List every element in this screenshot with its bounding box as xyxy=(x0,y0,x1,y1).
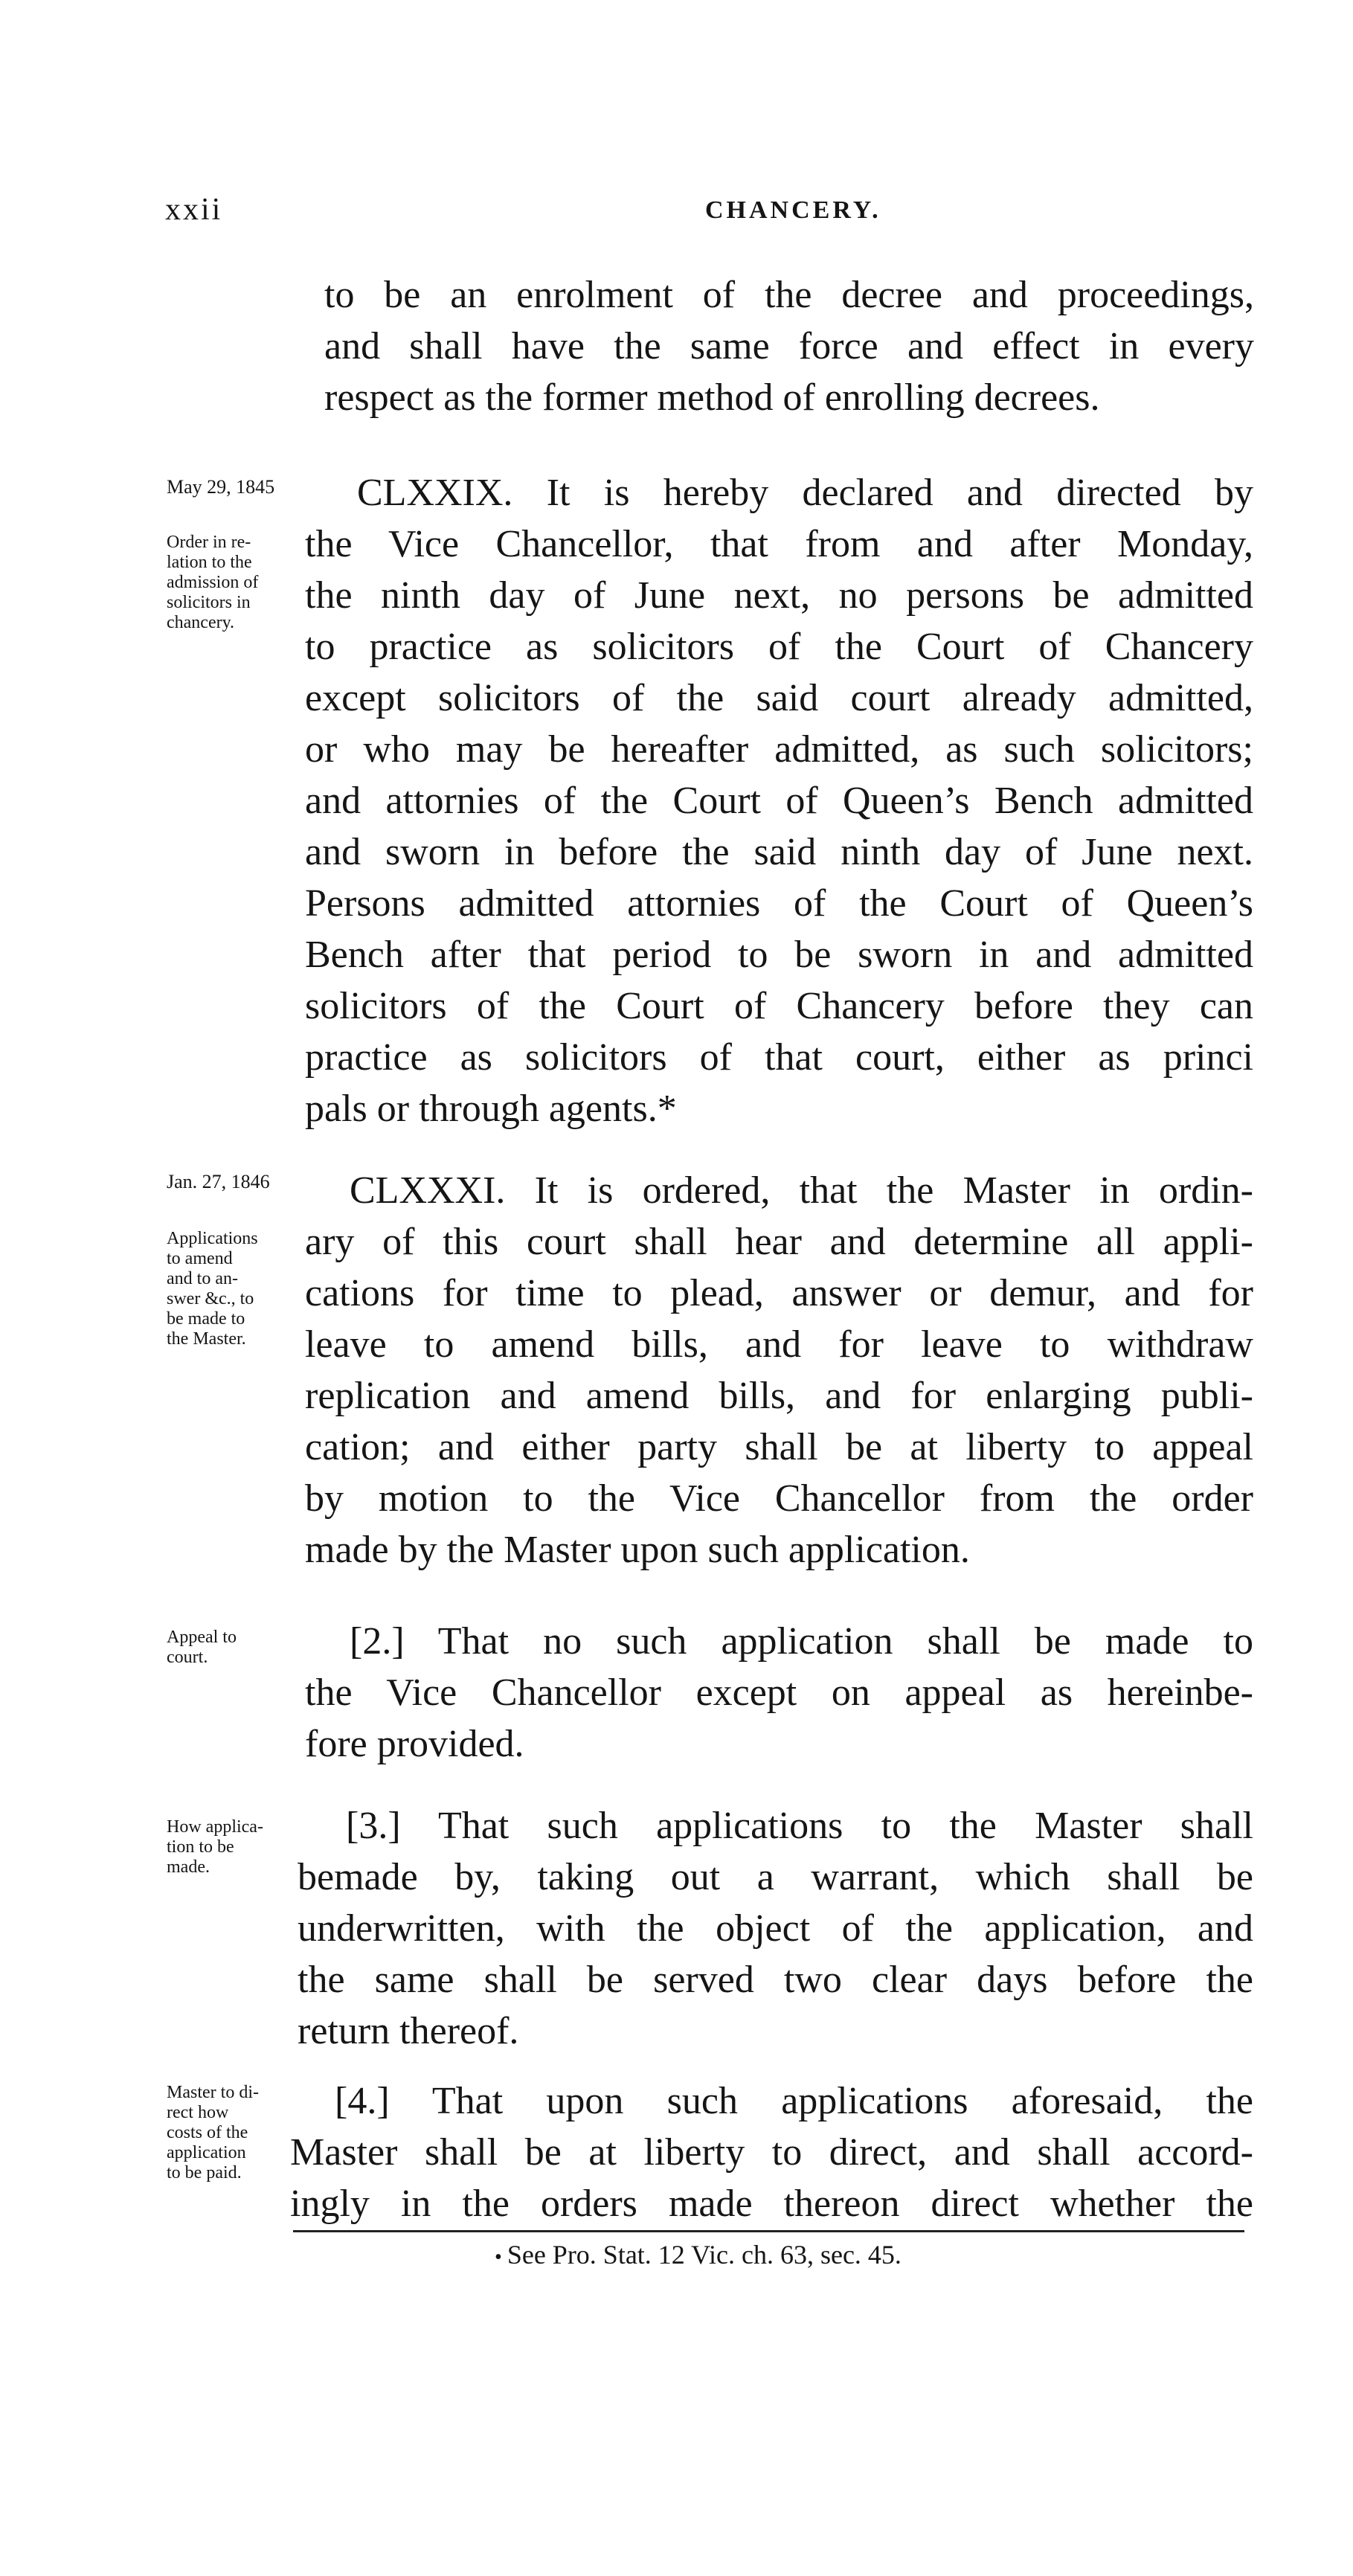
text-line: [4.] That upon such applications aforesaid, the xyxy=(335,2080,1253,2122)
text-line: to be an enrolment of the decree and proceedings, xyxy=(324,274,1254,316)
footnote-rule xyxy=(293,2230,1244,2232)
text-line: return thereof. xyxy=(298,2010,519,2052)
margin-note-line: tion to be xyxy=(167,1837,234,1857)
margin-note-line: lation to the xyxy=(167,553,252,572)
text-line: to practice as solicitors of the Court of Chancery xyxy=(305,626,1253,668)
paragraph-clxxxi xyxy=(305,1165,1253,1576)
margin-note-line: court. xyxy=(167,1648,208,1667)
margin-note-line: rect how xyxy=(167,2103,229,2122)
text-line: cations for time to plead, answer or demur, and for xyxy=(305,1272,1253,1314)
margin-note-line: swer &c., to xyxy=(167,1289,254,1308)
footnote: • See Pro. Stat. 12 Vic. ch. 63, sec. 45. xyxy=(495,2239,902,2270)
margin-note-line: How applica- xyxy=(167,1817,263,1837)
margin-note xyxy=(167,2083,259,2183)
margin-note-line: application xyxy=(167,2143,246,2162)
margin-note xyxy=(167,533,258,633)
margin-note-line: Applications xyxy=(167,1229,258,1248)
text-line: by motion to the Vice Chancellor from the order xyxy=(305,1477,1253,1520)
text-line: fore provided. xyxy=(305,1723,524,1765)
margin-note-line: made. xyxy=(167,1857,210,1877)
text-line: [2.] That no such application shall be made to xyxy=(350,1620,1253,1663)
margin-note-line: and to an- xyxy=(167,1269,238,1288)
margin-note-line: the Master. xyxy=(167,1329,246,1349)
margin-note-line: Master to di- xyxy=(167,2083,259,2102)
text-line: and attornies of the Court of Queen’s Bench admitted xyxy=(305,780,1253,822)
paragraph-4 xyxy=(290,2075,1253,2229)
paragraph-continuation xyxy=(324,269,1254,423)
text-line: cation; and either party shall be at liberty to appeal xyxy=(305,1426,1253,1468)
text-line: CLXXXI. It is ordered, that the Master in ordin- xyxy=(350,1169,1253,1212)
margin-note-line: to be paid. xyxy=(167,2163,242,2182)
text-line: pals or through agents.* xyxy=(305,1088,677,1130)
text-line: CLXXIX. It is hereby declared and directed by xyxy=(357,472,1253,514)
text-line: bemade by, taking out a warrant, which shall be xyxy=(298,1856,1253,1898)
margin-note xyxy=(167,1817,263,1878)
text-line: and sworn in before the said ninth day of June next. xyxy=(305,831,1253,873)
margin-note-line: admission of xyxy=(167,573,259,592)
margin-note-line: be made to xyxy=(167,1309,245,1329)
text-line: underwritten, with the object of the application, and xyxy=(298,1907,1253,1950)
text-line: the same shall be served two clear days before the xyxy=(298,1959,1253,2001)
text-line: practice as solicitors of that court, either as princi xyxy=(305,1036,1253,1079)
text-line: and shall have the same force and effect in every xyxy=(324,325,1254,367)
margin-note xyxy=(167,1229,258,1349)
text-line: Master shall be at liberty to direct, and shall accord- xyxy=(290,2131,1253,2174)
margin-note xyxy=(167,1628,237,1668)
text-line: except solicitors of the said court already admitted, xyxy=(305,677,1253,719)
text-line: Bench after that period to be sworn in and admitted xyxy=(305,934,1253,976)
text-line: the ninth day of June next, no persons be admitted xyxy=(305,574,1253,617)
margin-note-line: Order in re- xyxy=(167,533,251,552)
margin-note-line: to amend xyxy=(167,1249,233,1268)
margin-date: Jan. 27, 1846 xyxy=(167,1171,270,1192)
text-line: or who may be hereafter admitted, as such solicitors; xyxy=(305,728,1253,771)
text-line: the Vice Chancellor, that from and after Monday, xyxy=(305,523,1253,565)
text-line: replication and amend bills, and for enlarging publi- xyxy=(305,1375,1253,1417)
paragraph-2 xyxy=(305,1616,1253,1770)
text-line: solicitors of the Court of Chancery before they can xyxy=(305,985,1253,1027)
text-line: [3.] That such applications to the Master shall xyxy=(346,1805,1253,1847)
paragraph-3 xyxy=(298,1800,1253,2057)
margin-note-line: chancery. xyxy=(167,613,235,632)
paragraph-clxxix xyxy=(305,467,1253,1134)
page-number: xxii xyxy=(165,193,223,227)
text-line: ary of this court shall hear and determine all appli- xyxy=(305,1221,1253,1263)
text-line: ingly in the orders made thereon direct whether the xyxy=(290,2182,1253,2225)
margin-note-line: Appeal to xyxy=(167,1628,237,1647)
text-line: made by the Master upon such application. xyxy=(305,1529,970,1571)
margin-note-line: costs of the xyxy=(167,2123,248,2142)
text-line: Persons admitted attornies of the Court of Queen’s xyxy=(305,882,1253,925)
text-line: the Vice Chancellor except on appeal as hereinbe- xyxy=(305,1671,1253,1714)
text-line: leave to amend bills, and for leave to withdraw xyxy=(305,1323,1253,1366)
margin-note-line: solicitors in xyxy=(167,593,251,612)
running-title: CHANCERY. xyxy=(705,196,881,224)
text-line: respect as the former method of enrolling decrees. xyxy=(324,376,1100,419)
margin-date: May 29, 1845 xyxy=(167,476,275,498)
